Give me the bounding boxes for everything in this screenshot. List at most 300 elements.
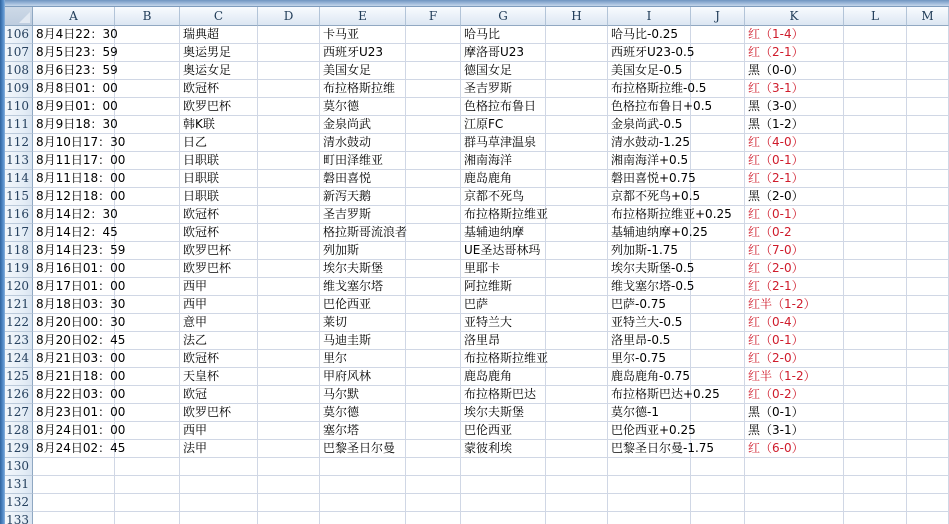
cell-K113[interactable] bbox=[745, 152, 844, 170]
cell-E124[interactable] bbox=[320, 350, 406, 368]
cell-A123[interactable] bbox=[33, 332, 126, 350]
cell-I120[interactable] bbox=[608, 278, 695, 296]
cell-M116[interactable] bbox=[907, 206, 949, 224]
cell-A108[interactable] bbox=[33, 62, 118, 80]
cell-K124[interactable] bbox=[745, 350, 844, 368]
cell-C117[interactable] bbox=[180, 224, 258, 242]
cell-C132[interactable] bbox=[180, 494, 258, 512]
cell-I108[interactable] bbox=[608, 62, 691, 80]
row-header-129[interactable]: 129 bbox=[5, 440, 33, 458]
cell-K112[interactable] bbox=[745, 134, 844, 152]
cell-L106[interactable] bbox=[844, 26, 907, 44]
cell-J121[interactable] bbox=[691, 296, 745, 314]
cell-D129[interactable] bbox=[258, 440, 320, 458]
cell-L118[interactable] bbox=[844, 242, 907, 260]
cell-F122[interactable] bbox=[406, 314, 461, 332]
cell-G131[interactable] bbox=[461, 476, 546, 494]
cell-C115[interactable] bbox=[180, 188, 258, 206]
cell-H125[interactable] bbox=[546, 368, 608, 386]
column-header-K[interactable]: K bbox=[745, 7, 844, 26]
row-header-130[interactable]: 130 bbox=[5, 458, 33, 476]
cell-D107[interactable] bbox=[258, 44, 320, 62]
cell-F127[interactable] bbox=[406, 404, 461, 422]
row-header-132[interactable]: 132 bbox=[5, 494, 33, 512]
cell-C133[interactable] bbox=[180, 512, 258, 524]
cell-D126[interactable] bbox=[258, 386, 320, 404]
cell-H119[interactable] bbox=[546, 260, 608, 278]
cell-K120[interactable] bbox=[745, 278, 844, 296]
cell-C129[interactable] bbox=[180, 440, 258, 458]
cell-L123[interactable] bbox=[844, 332, 907, 350]
cell-J128[interactable] bbox=[691, 422, 745, 440]
cell-E133[interactable] bbox=[320, 512, 406, 524]
cell-I106[interactable] bbox=[608, 26, 691, 44]
cell-L132[interactable] bbox=[844, 494, 907, 512]
cell-A115[interactable] bbox=[33, 188, 126, 206]
column-header-J[interactable]: J bbox=[691, 7, 745, 26]
cell-E123[interactable] bbox=[320, 332, 406, 350]
cell-I124[interactable] bbox=[608, 350, 691, 368]
cell-A128[interactable] bbox=[33, 422, 126, 440]
cell-H110[interactable] bbox=[546, 98, 608, 116]
cell-A125[interactable] bbox=[33, 368, 126, 386]
row-header-119[interactable]: 119 bbox=[5, 260, 33, 278]
cell-H132[interactable] bbox=[546, 494, 608, 512]
row-header-123[interactable]: 123 bbox=[5, 332, 33, 350]
cell-M111[interactable] bbox=[907, 116, 949, 134]
cell-I129[interactable] bbox=[608, 440, 715, 458]
cell-E110[interactable] bbox=[320, 98, 406, 116]
cell-D123[interactable] bbox=[258, 332, 320, 350]
cell-K132[interactable] bbox=[745, 494, 844, 512]
cell-D121[interactable] bbox=[258, 296, 320, 314]
cell-E130[interactable] bbox=[320, 458, 406, 476]
cell-C121[interactable] bbox=[180, 296, 258, 314]
column-header-E[interactable]: E bbox=[320, 7, 406, 26]
cell-E113[interactable] bbox=[320, 152, 406, 170]
cell-L133[interactable] bbox=[844, 512, 907, 524]
cell-C109[interactable] bbox=[180, 80, 258, 98]
cell-K126[interactable] bbox=[745, 386, 844, 404]
cell-M106[interactable] bbox=[907, 26, 949, 44]
cell-G125[interactable] bbox=[461, 368, 546, 386]
cell-M117[interactable] bbox=[907, 224, 949, 242]
cell-E114[interactable] bbox=[320, 170, 406, 188]
cell-D109[interactable] bbox=[258, 80, 320, 98]
cell-B116[interactable] bbox=[115, 206, 180, 224]
cell-J113[interactable] bbox=[691, 152, 745, 170]
cell-D119[interactable] bbox=[258, 260, 320, 278]
cell-B109[interactable] bbox=[115, 80, 180, 98]
cell-D128[interactable] bbox=[258, 422, 320, 440]
cell-L117[interactable] bbox=[844, 224, 907, 242]
cell-H131[interactable] bbox=[546, 476, 608, 494]
cell-A106[interactable] bbox=[33, 26, 118, 44]
cell-F114[interactable] bbox=[406, 170, 461, 188]
cell-G122[interactable] bbox=[461, 314, 546, 332]
cell-G116[interactable] bbox=[461, 206, 549, 224]
cell-H115[interactable] bbox=[546, 188, 608, 206]
cell-D122[interactable] bbox=[258, 314, 320, 332]
cell-D132[interactable] bbox=[258, 494, 320, 512]
cell-B133[interactable] bbox=[115, 512, 180, 524]
cell-G127[interactable] bbox=[461, 404, 546, 422]
cell-E108[interactable] bbox=[320, 62, 406, 80]
cell-H130[interactable] bbox=[546, 458, 608, 476]
cell-A109[interactable] bbox=[33, 80, 118, 98]
cell-C125[interactable] bbox=[180, 368, 258, 386]
cell-H106[interactable] bbox=[546, 26, 608, 44]
cell-F124[interactable] bbox=[406, 350, 461, 368]
row-header-107[interactable]: 107 bbox=[5, 44, 33, 62]
cell-L110[interactable] bbox=[844, 98, 907, 116]
row-header-133[interactable]: 133 bbox=[5, 512, 33, 524]
cell-B117[interactable] bbox=[115, 224, 180, 242]
cell-J132[interactable] bbox=[691, 494, 745, 512]
cell-I131[interactable] bbox=[608, 476, 691, 494]
row-header-108[interactable]: 108 bbox=[5, 62, 33, 80]
cell-C114[interactable] bbox=[180, 170, 258, 188]
cell-H122[interactable] bbox=[546, 314, 608, 332]
cell-E115[interactable] bbox=[320, 188, 406, 206]
cell-F110[interactable] bbox=[406, 98, 461, 116]
cell-F116[interactable] bbox=[406, 206, 461, 224]
cell-I132[interactable] bbox=[608, 494, 691, 512]
cell-I114[interactable] bbox=[608, 170, 696, 188]
cell-L130[interactable] bbox=[844, 458, 907, 476]
cell-I125[interactable] bbox=[608, 368, 691, 386]
cell-M124[interactable] bbox=[907, 350, 949, 368]
cell-L108[interactable] bbox=[844, 62, 907, 80]
cell-L131[interactable] bbox=[844, 476, 907, 494]
cell-A126[interactable] bbox=[33, 386, 126, 404]
cell-F106[interactable] bbox=[406, 26, 461, 44]
row-header-116[interactable]: 116 bbox=[5, 206, 33, 224]
cell-L124[interactable] bbox=[844, 350, 907, 368]
cell-J125[interactable] bbox=[691, 368, 745, 386]
cell-L114[interactable] bbox=[844, 170, 907, 188]
cell-M110[interactable] bbox=[907, 98, 949, 116]
cell-A107[interactable] bbox=[33, 44, 118, 62]
cell-G124[interactable] bbox=[461, 350, 549, 368]
cell-K119[interactable] bbox=[745, 260, 844, 278]
cell-A113[interactable] bbox=[33, 152, 126, 170]
cell-H126[interactable] bbox=[546, 386, 608, 404]
row-header-128[interactable]: 128 bbox=[5, 422, 33, 440]
cell-H114[interactable] bbox=[546, 170, 608, 188]
cell-A124[interactable] bbox=[33, 350, 126, 368]
cell-G106[interactable] bbox=[461, 26, 546, 44]
cell-K125[interactable] bbox=[745, 368, 844, 386]
cell-F126[interactable] bbox=[406, 386, 461, 404]
cell-E118[interactable] bbox=[320, 242, 406, 260]
cell-G113[interactable] bbox=[461, 152, 546, 170]
cell-I113[interactable] bbox=[608, 152, 691, 170]
cell-D115[interactable] bbox=[258, 188, 320, 206]
cell-C127[interactable] bbox=[180, 404, 258, 422]
cell-H113[interactable] bbox=[546, 152, 608, 170]
cell-L109[interactable] bbox=[844, 80, 907, 98]
row-header-115[interactable]: 115 bbox=[5, 188, 33, 206]
cell-G130[interactable] bbox=[461, 458, 546, 476]
cell-M118[interactable] bbox=[907, 242, 949, 260]
cell-E125[interactable] bbox=[320, 368, 406, 386]
cell-F118[interactable] bbox=[406, 242, 461, 260]
cell-C106[interactable] bbox=[180, 26, 258, 44]
cell-I121[interactable] bbox=[608, 296, 691, 314]
cell-L120[interactable] bbox=[844, 278, 907, 296]
cell-J133[interactable] bbox=[691, 512, 745, 524]
cell-L127[interactable] bbox=[844, 404, 907, 422]
cell-E107[interactable] bbox=[320, 44, 406, 62]
cell-G117[interactable] bbox=[461, 224, 546, 242]
cell-K108[interactable] bbox=[745, 62, 844, 80]
cell-H116[interactable] bbox=[546, 206, 608, 224]
cell-I117[interactable] bbox=[608, 224, 708, 242]
cell-A117[interactable] bbox=[33, 224, 118, 242]
cell-A111[interactable] bbox=[33, 116, 118, 134]
cell-K116[interactable] bbox=[745, 206, 844, 224]
column-header-L[interactable]: L bbox=[844, 7, 907, 26]
cell-L121[interactable] bbox=[844, 296, 907, 314]
cell-L129[interactable] bbox=[844, 440, 907, 458]
cell-H121[interactable] bbox=[546, 296, 608, 314]
cell-I111[interactable] bbox=[608, 116, 691, 134]
cell-F113[interactable] bbox=[406, 152, 461, 170]
cell-D106[interactable] bbox=[258, 26, 320, 44]
cell-E116[interactable] bbox=[320, 206, 406, 224]
cell-D117[interactable] bbox=[258, 224, 320, 242]
cell-H128[interactable] bbox=[546, 422, 608, 440]
cell-B107[interactable] bbox=[115, 44, 180, 62]
cell-J114[interactable] bbox=[691, 170, 745, 188]
row-header-113[interactable]: 113 bbox=[5, 152, 33, 170]
cell-J124[interactable] bbox=[691, 350, 745, 368]
row-header-127[interactable]: 127 bbox=[5, 404, 33, 422]
cell-F117[interactable] bbox=[406, 224, 461, 242]
cell-K133[interactable] bbox=[745, 512, 844, 524]
cell-I116[interactable] bbox=[608, 206, 732, 224]
cell-C126[interactable] bbox=[180, 386, 258, 404]
cell-C111[interactable] bbox=[180, 116, 258, 134]
cell-G107[interactable] bbox=[461, 44, 546, 62]
cell-K130[interactable] bbox=[745, 458, 844, 476]
cell-G123[interactable] bbox=[461, 332, 546, 350]
cell-J106[interactable] bbox=[691, 26, 745, 44]
cell-L111[interactable] bbox=[844, 116, 907, 134]
cell-G109[interactable] bbox=[461, 80, 546, 98]
cell-I110[interactable] bbox=[608, 98, 713, 116]
cell-J127[interactable] bbox=[691, 404, 745, 422]
cell-G112[interactable] bbox=[461, 134, 546, 152]
row-header-118[interactable]: 118 bbox=[5, 242, 33, 260]
cell-A130[interactable] bbox=[33, 458, 115, 476]
cell-I133[interactable] bbox=[608, 512, 691, 524]
cell-B131[interactable] bbox=[115, 476, 180, 494]
cell-H109[interactable] bbox=[546, 80, 608, 98]
cell-M114[interactable] bbox=[907, 170, 949, 188]
cell-I130[interactable] bbox=[608, 458, 691, 476]
cell-L115[interactable] bbox=[844, 188, 907, 206]
cell-A119[interactable] bbox=[33, 260, 126, 278]
cell-I127[interactable] bbox=[608, 404, 691, 422]
cell-A121[interactable] bbox=[33, 296, 126, 314]
cell-F128[interactable] bbox=[406, 422, 461, 440]
cell-D108[interactable] bbox=[258, 62, 320, 80]
cell-A133[interactable] bbox=[33, 512, 115, 524]
cell-E111[interactable] bbox=[320, 116, 406, 134]
cell-A129[interactable] bbox=[33, 440, 126, 458]
cell-J130[interactable] bbox=[691, 458, 745, 476]
cell-L128[interactable] bbox=[844, 422, 907, 440]
cell-E112[interactable] bbox=[320, 134, 406, 152]
cell-M128[interactable] bbox=[907, 422, 949, 440]
cell-J118[interactable] bbox=[691, 242, 745, 260]
cell-M108[interactable] bbox=[907, 62, 949, 80]
cell-M125[interactable] bbox=[907, 368, 949, 386]
cell-F129[interactable] bbox=[406, 440, 461, 458]
cell-D131[interactable] bbox=[258, 476, 320, 494]
cell-E122[interactable] bbox=[320, 314, 406, 332]
cell-J120[interactable] bbox=[691, 278, 745, 296]
cell-H118[interactable] bbox=[546, 242, 608, 260]
column-header-B[interactable]: B bbox=[115, 7, 180, 26]
cell-K127[interactable] bbox=[745, 404, 844, 422]
cell-B111[interactable] bbox=[115, 116, 180, 134]
cell-I115[interactable] bbox=[608, 188, 701, 206]
cell-L113[interactable] bbox=[844, 152, 907, 170]
row-header-126[interactable]: 126 bbox=[5, 386, 33, 404]
cell-C130[interactable] bbox=[180, 458, 258, 476]
cell-C107[interactable] bbox=[180, 44, 258, 62]
cell-M126[interactable] bbox=[907, 386, 949, 404]
cell-C113[interactable] bbox=[180, 152, 258, 170]
cell-F131[interactable] bbox=[406, 476, 461, 494]
cell-L112[interactable] bbox=[844, 134, 907, 152]
cell-E120[interactable] bbox=[320, 278, 406, 296]
cell-I118[interactable] bbox=[608, 242, 691, 260]
cell-I112[interactable] bbox=[608, 134, 691, 152]
cell-H129[interactable] bbox=[546, 440, 608, 458]
cell-G132[interactable] bbox=[461, 494, 546, 512]
cell-C124[interactable] bbox=[180, 350, 258, 368]
cell-C128[interactable] bbox=[180, 422, 258, 440]
cell-H112[interactable] bbox=[546, 134, 608, 152]
cell-K117[interactable] bbox=[745, 224, 844, 242]
cell-M131[interactable] bbox=[907, 476, 949, 494]
cell-K129[interactable] bbox=[745, 440, 844, 458]
cell-K107[interactable] bbox=[745, 44, 844, 62]
cell-M115[interactable] bbox=[907, 188, 949, 206]
cell-G119[interactable] bbox=[461, 260, 546, 278]
cell-L116[interactable] bbox=[844, 206, 907, 224]
cell-A127[interactable] bbox=[33, 404, 126, 422]
cell-J108[interactable] bbox=[691, 62, 745, 80]
cell-K109[interactable] bbox=[745, 80, 844, 98]
column-header-I[interactable]: I bbox=[608, 7, 691, 26]
cell-H111[interactable] bbox=[546, 116, 608, 134]
cell-I123[interactable] bbox=[608, 332, 691, 350]
cell-L107[interactable] bbox=[844, 44, 907, 62]
cell-M130[interactable] bbox=[907, 458, 949, 476]
cell-K110[interactable] bbox=[745, 98, 844, 116]
cell-G121[interactable] bbox=[461, 296, 546, 314]
cell-M113[interactable] bbox=[907, 152, 949, 170]
cell-C116[interactable] bbox=[180, 206, 258, 224]
cell-M120[interactable] bbox=[907, 278, 949, 296]
cell-A120[interactable] bbox=[33, 278, 126, 296]
cell-D118[interactable] bbox=[258, 242, 320, 260]
cell-C108[interactable] bbox=[180, 62, 258, 80]
cell-K118[interactable] bbox=[745, 242, 844, 260]
cell-D125[interactable] bbox=[258, 368, 320, 386]
cell-D130[interactable] bbox=[258, 458, 320, 476]
cell-A122[interactable] bbox=[33, 314, 126, 332]
cell-C119[interactable] bbox=[180, 260, 258, 278]
cell-A132[interactable] bbox=[33, 494, 115, 512]
cell-G111[interactable] bbox=[461, 116, 546, 134]
cell-K114[interactable] bbox=[745, 170, 844, 188]
cell-C122[interactable] bbox=[180, 314, 258, 332]
cell-H123[interactable] bbox=[546, 332, 608, 350]
column-header-D[interactable]: D bbox=[258, 7, 320, 26]
cell-D114[interactable] bbox=[258, 170, 320, 188]
row-header-117[interactable]: 117 bbox=[5, 224, 33, 242]
cell-A118[interactable] bbox=[33, 242, 126, 260]
select-all-corner[interactable] bbox=[5, 7, 33, 26]
cell-J111[interactable] bbox=[691, 116, 745, 134]
cell-C118[interactable] bbox=[180, 242, 258, 260]
cell-E131[interactable] bbox=[320, 476, 406, 494]
cell-F123[interactable] bbox=[406, 332, 461, 350]
row-header-120[interactable]: 120 bbox=[5, 278, 33, 296]
cell-B106[interactable] bbox=[115, 26, 180, 44]
cell-E119[interactable] bbox=[320, 260, 406, 278]
cell-K121[interactable] bbox=[745, 296, 844, 314]
cell-M123[interactable] bbox=[907, 332, 949, 350]
cell-K106[interactable] bbox=[745, 26, 844, 44]
column-header-M[interactable]: M bbox=[907, 7, 949, 26]
cell-B132[interactable] bbox=[115, 494, 180, 512]
cell-C112[interactable] bbox=[180, 134, 258, 152]
cell-L119[interactable] bbox=[844, 260, 907, 278]
cell-M122[interactable] bbox=[907, 314, 949, 332]
row-header-124[interactable]: 124 bbox=[5, 350, 33, 368]
cell-A112[interactable] bbox=[33, 134, 126, 152]
cell-K131[interactable] bbox=[745, 476, 844, 494]
cell-C120[interactable] bbox=[180, 278, 258, 296]
row-header-109[interactable]: 109 bbox=[5, 80, 33, 98]
cell-E106[interactable] bbox=[320, 26, 406, 44]
cell-M132[interactable] bbox=[907, 494, 949, 512]
cell-I107[interactable] bbox=[608, 44, 695, 62]
cell-L126[interactable] bbox=[844, 386, 907, 404]
cell-D116[interactable] bbox=[258, 206, 320, 224]
column-header-H[interactable]: H bbox=[546, 7, 608, 26]
cell-J131[interactable] bbox=[691, 476, 745, 494]
cell-M109[interactable] bbox=[907, 80, 949, 98]
cell-E117[interactable] bbox=[320, 224, 406, 242]
cell-G133[interactable] bbox=[461, 512, 546, 524]
cell-C123[interactable] bbox=[180, 332, 258, 350]
cell-A114[interactable] bbox=[33, 170, 126, 188]
cell-G129[interactable] bbox=[461, 440, 546, 458]
column-header-A[interactable]: A bbox=[33, 7, 115, 26]
cell-G120[interactable] bbox=[461, 278, 546, 296]
row-header-110[interactable]: 110 bbox=[5, 98, 33, 116]
cell-M127[interactable] bbox=[907, 404, 949, 422]
cell-C131[interactable] bbox=[180, 476, 258, 494]
